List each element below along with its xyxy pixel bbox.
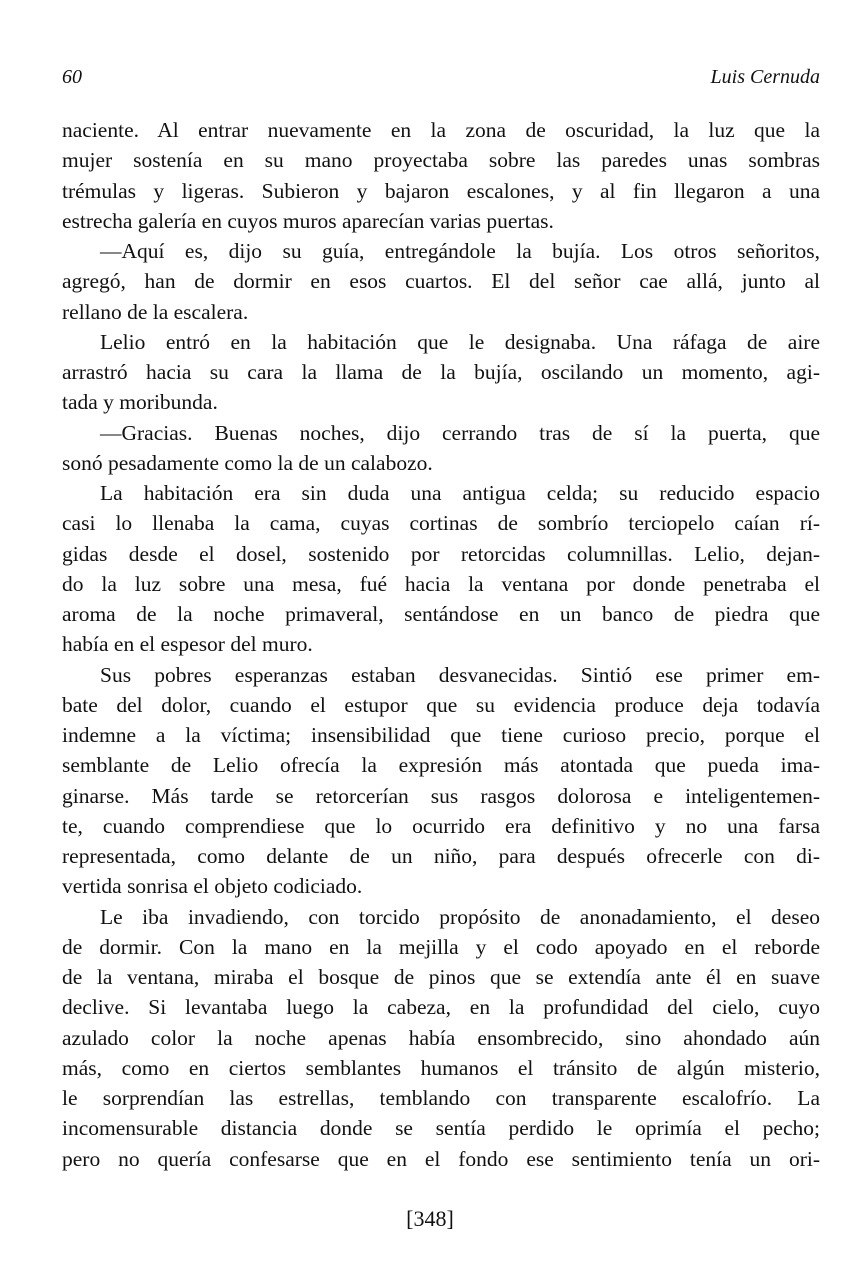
text-line: mujer sostenía en su mano proyectaba sobre las paredes unas sombras (62, 148, 820, 173)
running-header (62, 66, 820, 96)
page-number: 60 (62, 66, 82, 88)
text-line: de la ventana, miraba el bosque de pinos que se extendía ante él en suave (62, 965, 820, 989)
text-line: representada, como delante de un niño, para después ofrecerle con di- (62, 844, 820, 868)
text-line: aroma de la noche primaveral, sentándose en un banco de piedra que (62, 602, 820, 626)
text-line: tada y moribunda. (62, 390, 218, 415)
page-footer-mark: [348] (406, 1206, 454, 1231)
text-line: declive. Si levantaba luego la cabeza, en la profundidad del cielo, cuyo (62, 995, 820, 1020)
text-line: te, cuando comprendiese que lo ocurrido era definitivo y no una farsa (62, 813, 820, 838)
running-head-author: Luis Cernuda (710, 66, 820, 88)
text-line: —Aquí es, dijo su guía, entregándole la bujía. Los otros señoritos, (100, 239, 820, 263)
text-line: Le iba invadiendo, con torcido propósito de anonadamiento, el deseo (100, 904, 820, 929)
text-line: arrastró hacia su cara la llama de la bujía, oscilando un momento, agi- (62, 360, 820, 384)
text-line: casi lo llenaba la cama, cuyas cortinas de sombrío terciopelo caían rí- (62, 511, 820, 536)
text-line: incomensurable distancia donde se sentía perdido le oprimía el pecho; (62, 1116, 820, 1141)
text-line: semblante de Lelio ofrecía la expresión más atontada que pueda ima- (62, 753, 820, 778)
text-line: estrecha galería en cuyos muros aparecían varias puertas. (62, 208, 554, 233)
text-line: más, como en ciertos semblantes humanos el tránsito de algún misterio, (62, 1055, 820, 1080)
text-line: le sorprendían las estrellas, temblando con transparente escalofrío. La (62, 1086, 820, 1110)
text-line: naciente. Al entrar nuevamente en la zona de oscuridad, la luz que la (62, 118, 820, 142)
text-line: azulado color la noche apenas había ensombrecido, sino ahondado aún (62, 1025, 820, 1050)
text-line: rellano de la escalera. (62, 299, 249, 324)
text-line: pero no quería confesarse que en el fondo ese sentimiento tenía un ori- (62, 1146, 820, 1171)
text-line: agregó, han de dormir en esos cuartos. El del señor cae allá, junto al (62, 269, 820, 294)
text-line: bate del dolor, cuando el estupor que su evidencia produce deja todavía (62, 692, 820, 717)
text-line: Lelio entró en la habitación que le designaba. Una ráfaga de aire (100, 329, 820, 354)
text-line: había en el espesor del muro. (62, 632, 313, 657)
body-text (62, 115, 820, 1174)
text-line: de dormir. Con la mano en la mejilla y el codo apoyado en el reborde (62, 934, 820, 959)
text-line: —Gracias. Buenas noches, dijo cerrando tras de sí la puerta, que (100, 420, 820, 445)
text-line: Sus pobres esperanzas estaban desvanecidas. Sintió ese primer em- (100, 662, 820, 687)
text-line: vertida sonrisa el objeto codiciado. (62, 874, 363, 899)
text-line: indemne a la víctima; insensibilidad que tiene curioso precio, porque el (62, 723, 820, 747)
text-line: trémulas y ligeras. Subieron y bajaron escalones, y al fin llegaron a una (62, 178, 820, 203)
text-line: sonó pesadamente como la de un calabozo. (62, 450, 433, 475)
text-line: La habitación era sin duda una antigua celda; su reducido espacio (100, 481, 820, 505)
text-line: gidas desde el dosel, sostenido por retorcidas columnillas. Lelio, dejan- (62, 541, 820, 566)
text-line: ginarse. Más tarde se retorcerían sus rasgos dolorosa e inteligentemen- (62, 783, 820, 808)
text-line: do la luz sobre una mesa, fué hacia la ventana por donde penetraba el (62, 571, 820, 596)
